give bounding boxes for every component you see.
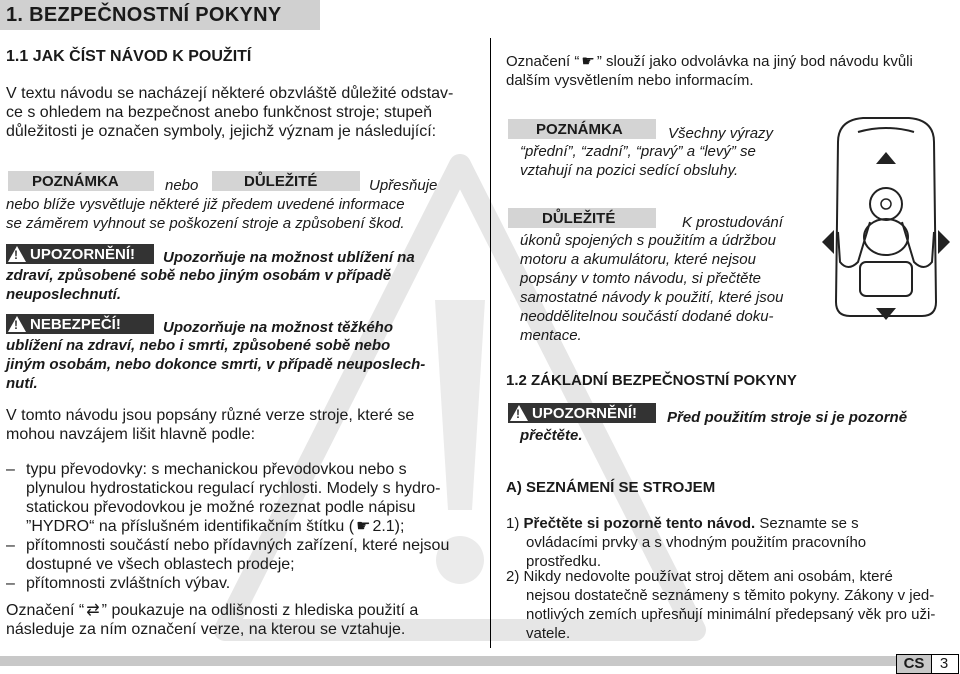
nebezpeci-label: [6, 314, 154, 334]
upozorneni-text: UPOZORNĚNÍ!: [532, 404, 637, 422]
nebo-text: nebo: [165, 177, 199, 194]
poznamka-label: POZNÁMKA: [8, 171, 154, 191]
text-line: nejsou dostatečně seznámeny s těmito pokyny. Zákony v jed-: [526, 587, 935, 604]
text-line: nutí.: [6, 375, 38, 392]
text-line: mohou navzájem lišit hlavně podle:: [6, 426, 256, 443]
text-line: ce s ohledem na bezpečnost anebo funkčnost stroje; stupeň: [6, 104, 433, 121]
version-marker-icon: ⇄: [86, 602, 100, 619]
versions-list: [6, 460, 449, 593]
paragraph-1: 1) Přečtěte si pozorně tento návod. Seznamte se s ovládacími prvky a s vhodným použitím pracovního prostředku.: [506, 515, 867, 570]
operator-position-diagram: [818, 112, 954, 322]
list-item: dostupné ve všech oblastech prodeje;: [26, 556, 295, 573]
reference-paragraph: Označení “ ☛ ” slouží jako odvolávka na jiný bod návodu kvůli dalším vysvětlením nebo informacím.: [506, 53, 913, 89]
text-line: dalším vysvětlením nebo informacím.: [506, 72, 754, 89]
text-line: vatele.: [526, 625, 571, 642]
heading-1-2: 1.2 ZÁKLADNÍ BEZPEČNOSTNÍ POKYNY: [506, 372, 797, 389]
language-badge: CS: [896, 654, 932, 674]
text-line: mentace.: [520, 327, 582, 344]
heading-1-1: 1.1 JAK ČÍST NÁVOD K POUŽITÍ: [6, 48, 252, 65]
warning-icon: [8, 246, 26, 262]
list-item: statickou převodovkou je možné rozeznat podle nápisu: [26, 499, 416, 516]
nebezpeci-text-block: [6, 336, 425, 393]
subheading-a: A) SEZNÁMENÍ SE STROJEM: [506, 479, 716, 496]
text-line: popsány v tomto návodu, si přečtěte: [520, 270, 761, 287]
version-marker-paragraph: Označení “ ⇄ ” poukazuje na odlišnosti z hlediska použití a následuje za ním označení verze, na kterou se vztahuje.: [6, 602, 419, 638]
list-item: plynulou hydrostatickou regulací rychlosti. Modely s hydro-: [26, 480, 441, 497]
text-line: neoddělitelnou součástí dodané doku-: [520, 308, 774, 325]
text-line: zdraví, způsobené sobě nebo jiným osobám v případě: [6, 267, 392, 284]
dulezite-label-right: DŮLEŽITÉ: [508, 208, 656, 228]
upozorneni-text: UPOZORNĚNÍ!: [30, 245, 135, 263]
text-line: následuje za ním označení verze, na kterou se vztahuje.: [6, 621, 406, 638]
text-line: V textu návodu se nacházejí některé obzvláště důležité odstav-: [6, 85, 454, 102]
text-line: notlivých zemích upřesňují minimální předepsaný věk pro uži-: [526, 606, 936, 623]
poznamka-first-line: Všechny výrazy: [668, 125, 774, 142]
note-first-word: Upřesňuje: [369, 177, 438, 194]
danger-icon: [8, 316, 26, 332]
text-line: neuposlechnutí.: [6, 286, 122, 303]
text-line: důležitosti je označen symboly, jejichž význam je následující:: [6, 123, 437, 140]
poznamka-text-block: [520, 142, 756, 180]
list-item: – přítomnosti součástí nebo přídavných zařízení, které nejsou: [6, 537, 450, 554]
column-divider: [490, 38, 491, 648]
footer-bar: [0, 656, 896, 666]
section-title: 1. BEZPEČNOSTNÍ POKYNY: [6, 4, 282, 26]
list-item: – přítomnosti zvláštních výbav.: [6, 575, 231, 592]
note-text: [6, 195, 405, 233]
text-line: nebo blíže vysvětluje některé již předem uvedené informace: [6, 196, 405, 213]
text-line: ovládacími prvky a s vhodným použitím pracovního: [526, 534, 867, 551]
text-line: úkonů spojených s použitím a údržbou: [520, 232, 776, 249]
upozorneni-first-line-right: Před použitím stroje si je pozorně: [667, 409, 908, 426]
pointing-hand-icon: ☛: [581, 53, 595, 70]
upozorneni-label-right: [508, 403, 656, 423]
upozorneni-first-line: Upozorňuje na možnost ublížení na: [163, 249, 415, 266]
warning-icon: [510, 405, 528, 421]
text-line: jiným osobám, nebo dokonce smrti, v případě neuposlech-: [6, 356, 426, 373]
nebezpeci-first-line: Upozorňuje na možnost těžkého: [163, 319, 394, 336]
text-line: motoru a akumulátoru, které nejsou: [520, 251, 756, 268]
upozorneni-text-block: [6, 266, 391, 304]
text-line: vztahují na pozici sedící obsluhy.: [520, 162, 739, 179]
list-item: ”HYDRO“ na příslušném identifikačním štítku ( ☛ 2.1);: [26, 518, 405, 535]
text-line: samostatné návody k použití, které jsou: [520, 289, 784, 306]
versions-intro: [6, 406, 414, 444]
intro-paragraph: [6, 84, 453, 141]
list-item: – typu převodovky: s mechanickou převodovkou nebo s: [6, 461, 407, 478]
page-number: 3: [930, 654, 959, 674]
upozorneni-label: [6, 244, 154, 264]
dulezite-first-line: K prostudování: [682, 214, 783, 231]
section-header: [0, 0, 320, 30]
text-line: prostředku.: [526, 553, 602, 570]
text-line: “přední”, “zadní”, “pravý” a “levý” se: [520, 143, 756, 160]
text-line: 2) Nikdy nedovolte používat stroj dětem ani osobám, které: [506, 568, 893, 585]
text-line: se záměrem vyhnout se poškození stroje a způsobení škod.: [6, 215, 405, 232]
nebezpeci-text: NEBEZPEČÍ!: [30, 315, 121, 333]
dulezite-text-block: [520, 231, 783, 345]
upozorneni-second-line-right: přečtěte.: [520, 427, 583, 444]
text-line: V tomto návodu jsou popsány různé verze stroje, které se: [6, 407, 415, 424]
dulezite-label: DŮLEŽITÉ: [212, 171, 360, 191]
poznamka-label-right: POZNÁMKA: [508, 119, 656, 139]
text-line: ublížení na zdraví, nebo i smrti, způsobené sobě nebo: [6, 337, 391, 354]
paragraph-2: [506, 567, 935, 643]
pointing-hand-icon: ☛: [356, 518, 371, 535]
